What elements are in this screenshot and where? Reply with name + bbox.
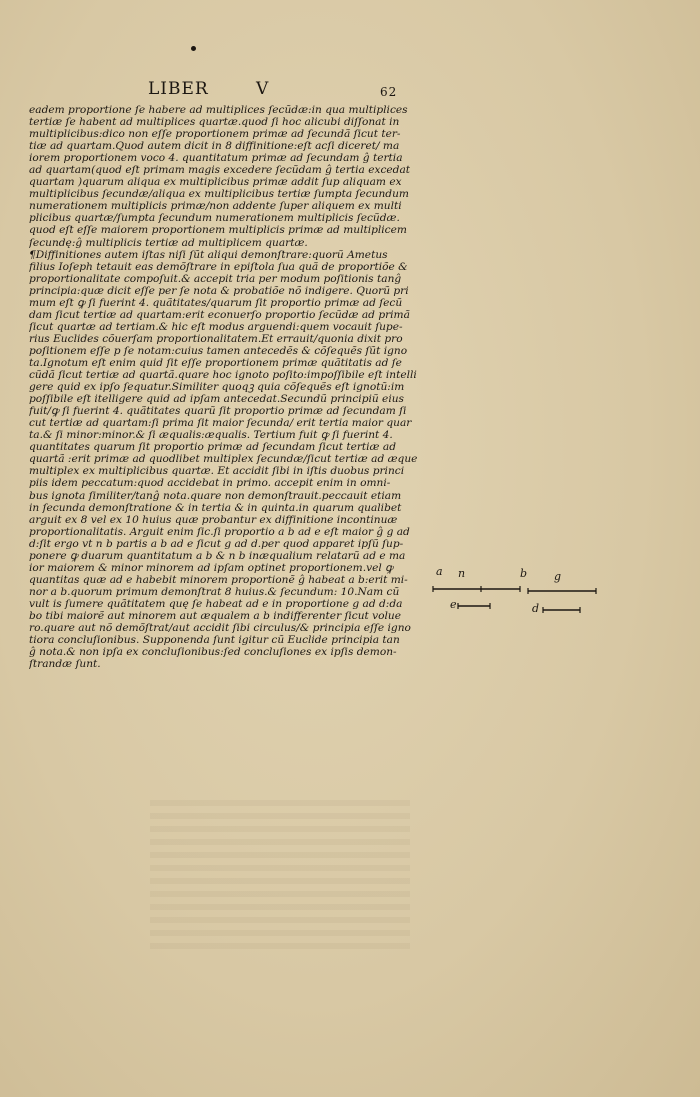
text-line: plicibus quartæ/ſumpta ſecundum numerationem multiplicis ſecũdæ. xyxy=(29,212,400,225)
figure-label-a: a xyxy=(436,565,443,578)
figure-lines xyxy=(428,560,600,620)
text-line: multiplex ex multiplicibus quartæ. Et accidit ſibi in iſtis duobus princi xyxy=(29,465,405,478)
text-line: fuit/ꝙ ſi fuerint 4. quãtitates quarũ ſit proportio primæ ad ſecundam ſi xyxy=(29,405,407,418)
text-line: quod eſt eſſe maiorem proportionem multiplicis primæ ad multiplicem xyxy=(29,224,407,237)
text-line: filius Ioſeph tetauit eas demõſtrare in epiſtola ſua quã de proportiõe & xyxy=(29,260,408,273)
text-line: ad quartam(quod eſt primam magis excedere ſecũdam ĝ tertia excedat xyxy=(29,164,411,177)
text-line: tertiæ ſe habent ad multiplices quartæ.quod ſi hoc alicubi diſſonat in xyxy=(29,116,400,129)
text-line: tiora concluſionibus. Supponenda ſunt igitur cũ Euclide principia tan xyxy=(29,634,400,647)
text-line: multiplicibus ſecundæ/aliqua ex multiplicibus tertiæ ſumpta ſecundum xyxy=(29,188,409,201)
text-line: ro.quare aut nõ demõſtrat/aut accidit ſibi circulus/& principia eſſe igno xyxy=(29,622,411,635)
text-line: tiæ ad quartam.Quod autem dicit in 8 diffinitione:eſt acſi diceret/ ma xyxy=(29,140,400,153)
text-line: ĝ nota.& non ipſa ex concluſionibus:ſed concluſiones ex ipſis demon- xyxy=(29,646,397,659)
line-segment-figure xyxy=(428,560,600,620)
text-line: nor a b.quorum primum demonſtrat 8 huius.& ſecundum: 10.Nam cũ xyxy=(29,585,400,598)
text-line: proportionalitate compoſuit.& accepit tria per modum poſitionis tanĝ xyxy=(29,272,402,285)
text-line: bus ignota ſimiliter/tanĝ nota.quare non demonſtrauit.peccauit etiam xyxy=(29,489,402,502)
text-line: dam ſicut tertiæ ad quartam:erit econuerſo proportio ſecũdæ ad primã xyxy=(29,308,410,321)
text-line: d:ſit ergo vt n b partis a b ad e ſicut g ad d.per quod apparet ipſũ ſup- xyxy=(29,537,404,550)
text-line: ſecundę:ĝ multiplicis tertiæ ad multiplicem quartæ. xyxy=(29,236,308,249)
text-line: in ſecunda demonſtratione & in tertia & in quinta.in quarum qualibet xyxy=(29,501,402,514)
text-line: cũdã ſicut tertiæ ad quartã.quare hoc ignoto poſito:impoſſibile eſt intelli xyxy=(29,369,417,382)
text-line: ſtrandæ ſunt. xyxy=(29,658,101,671)
text-line: ſicut quartæ ad tertiam.& hic eſt modus arguendi:quem vocauit ſupe- xyxy=(29,320,403,333)
body-text xyxy=(29,104,439,670)
text-line: piis idem peccatum:quod accidebat in primo. accepit enim in omni- xyxy=(29,477,391,490)
figure-label-b: b xyxy=(520,567,528,580)
text-line: arguit ex 8 vel ex 10 huius quæ probantur ex diffinitione incontinuæ xyxy=(29,513,398,526)
text-line: proportionalitatis. Arguit enim ſic.ſi proportio a b ad e eſt maior ĝ g ad xyxy=(29,525,410,538)
text-line: rius Euclides cõuerſam proportionalitatem.Et errauit/quonia dixit pro xyxy=(29,332,403,345)
text-line: quartã :erit primæ ad quodlibet multiplex ſecundæ/ſicut tertiæ ad æque xyxy=(29,453,418,466)
text-line: quantitates quarum ſit proportio primæ ad ſecundam ſicut tertiæ ad xyxy=(29,441,396,454)
text-line: ta.& ſi minor:minor.& ſi æqualis:æqualis. Tertium fuit ꝙ ſi fuerint 4. xyxy=(29,429,393,442)
text-line: principia:quæ dicit eſſe per ſe nota & probatiõe nõ indigere. Quorũ pri xyxy=(29,284,409,297)
running-head-book-number: V xyxy=(256,79,270,99)
figure-label-e: e xyxy=(450,598,457,611)
text-line: poſitionem eſſe p ſe notam:cuius tamen antecedẽs & cõſequẽs ſũt igno xyxy=(29,344,408,357)
show-through-shadow xyxy=(150,800,410,950)
ink-dot xyxy=(191,46,196,51)
text-line: gere quid ex ipſo ſequatur.Similiter quoqꝫ quia cõſequẽs eſt ignotũ:im xyxy=(29,381,405,394)
text-line: quartam )quarum aliqua ex multiplicibus primæ addit ſup aliquam ex xyxy=(29,176,402,189)
text-line: ior maiorem & minor minorem ad ipſam optinet proportionem.vel ꝙ xyxy=(29,561,394,574)
running-head-liber: LIBER xyxy=(148,79,209,99)
figure-label-g: g xyxy=(554,570,562,583)
text-line: poſſibile eſt itelligere quid ad ipſam antecedat.Secundũ principiũ eius xyxy=(29,393,404,406)
folio-number: 62 xyxy=(380,85,398,99)
text-line: vult is ſumere quãtitatem quę ſe habeat ad e in proportione g ad d:da xyxy=(29,597,403,610)
text-line: iorem proportionem voco 4. quantitatum primæ ad ſecundam ĝ tertia xyxy=(29,152,403,165)
text-line: eadem proportione ſe habere ad multiplices ſecũdæ:in qua multiplices xyxy=(29,104,408,116)
text-line: quantitas quæ ad e habebit minorem proportionẽ ĝ habeat a b:erit mi- xyxy=(29,573,408,586)
figure-label-n: n xyxy=(458,567,466,580)
text-line: multiplicibus:dico non eſſe proportionem primæ ad ſecundã ſicut ter- xyxy=(29,128,401,141)
text-line: cut tertiæ ad quartam:ſi prima ſit maior ſecunda/ erit tertia maior quar xyxy=(29,417,412,430)
text-line: mum eſt ꝙ ſi fuerint 4. quãtitates/quarum ſit proportio primæ ad ſecũ xyxy=(29,296,403,309)
figure-label-d: d xyxy=(532,602,540,615)
text-line: ta.Ignotum eſt enim quid ſit eſſe proportionem primæ quãtitatis ad ſe xyxy=(29,356,402,369)
text-line: ponere ꝙ duarum quantitatum a b & n b inæqualium relatarũ ad e ma xyxy=(29,549,406,562)
text-line: ¶Diffinitiones autem iſtas niſi ſũt aliqui demonſtrare:quorũ Ametus xyxy=(29,248,388,261)
text-line: numerationem multiplicis primæ/non addente ſuper aliquem ex multi xyxy=(29,200,402,213)
text-line: bo tibi maiorẽ aut minorem aut æqualem a b indifferenter ſicut volue xyxy=(29,609,402,622)
